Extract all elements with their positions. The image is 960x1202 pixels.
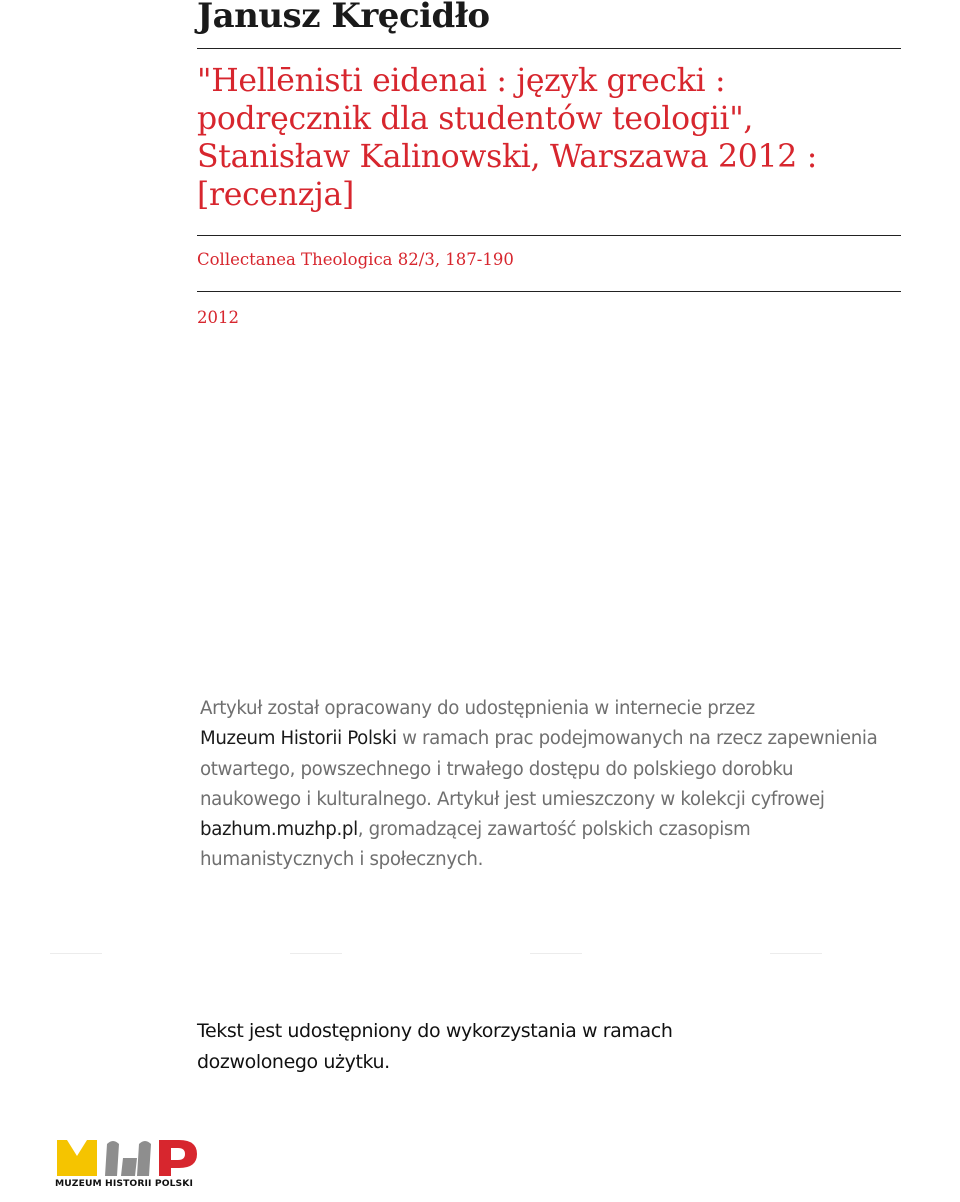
divider (770, 953, 822, 954)
note-end: , gromadzącej zawartość polskich czasopism humanistycznych i społecznych. (200, 819, 751, 871)
collection-link[interactable]: bazhum.muzhp.pl (200, 819, 358, 841)
author-name: Janusz Kręcidło (197, 0, 490, 36)
note-body: w ramach prac podejmowanych na rzecz zapewnienia otwartego, powszechnego i trwałego dostępu do polskiego dorobku naukowego i kulturalnego. Artykuł jest umieszczony w kolekcji cyfrowej (200, 728, 878, 810)
note-intro: Artykuł został opracowany do udostępnienia w internecie przez (200, 698, 755, 719)
divider (530, 953, 582, 954)
journal-citation: Collectanea Theologica 82/3, 187-190 (197, 250, 514, 269)
museum-logo (55, 1136, 205, 1192)
museum-logo-mark (55, 1136, 205, 1178)
museum-logo-text: MUZEUM HISTORII POLSKI (55, 1178, 194, 1189)
usage-statement: Tekst jest udostępniony do wykorzystania w ramach dozwolonego użytku. (197, 1020, 673, 1073)
divider (290, 953, 342, 954)
article-title: "Hellēnisti eidenai : język grecki : podręcznik dla studentów teologii", Stanisław Kalinowski, Warszawa 2012 : [recenzja] (197, 63, 818, 213)
access-note (200, 694, 880, 876)
museum-name: Muzeum Historii Polski (200, 728, 397, 750)
divider (197, 48, 901, 49)
divider (197, 291, 901, 292)
publication-year: 2012 (197, 308, 239, 327)
divider (197, 235, 901, 236)
divider (50, 953, 102, 954)
